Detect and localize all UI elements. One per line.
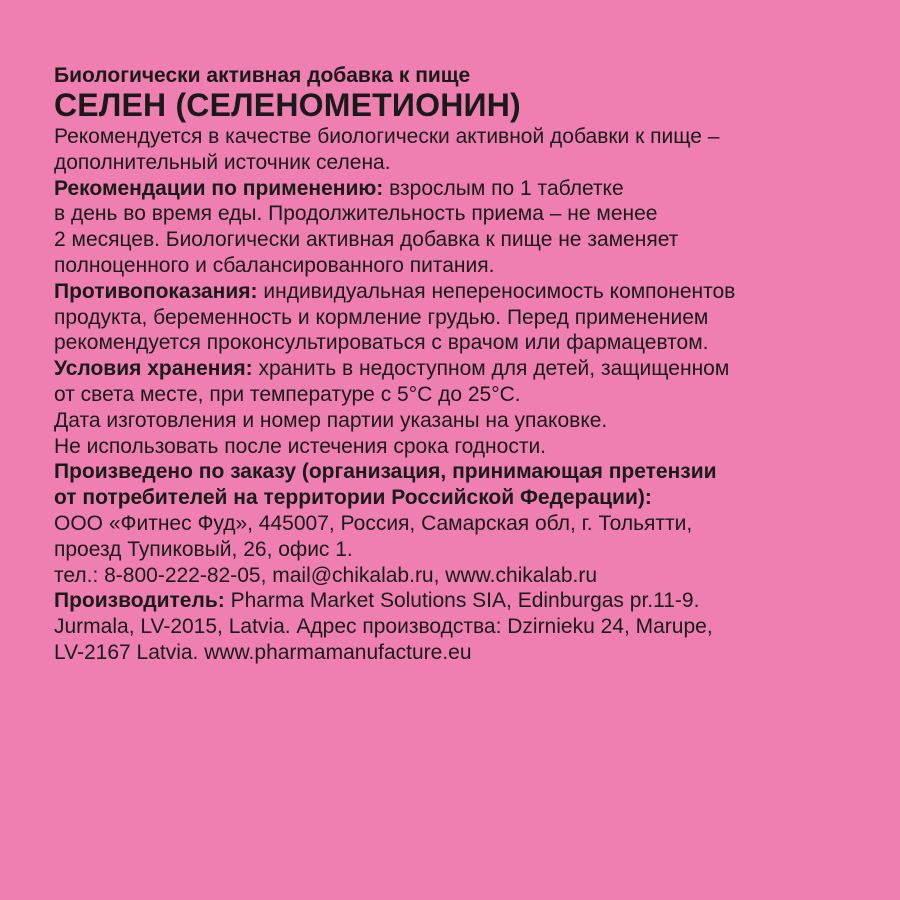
product-title: СЕЛЕН (СЕЛЕНОМЕТИОНИН) — [54, 87, 521, 123]
storage-text: хранить в недоступном для детей, защищенном от света месте, при температуре с 5°C до 25°C. — [54, 357, 730, 406]
production-date-text: Дата изготовления и номер партии указаны на упаковке. — [54, 408, 608, 432]
manufacturer-text: Pharma Market Solutions SIA, Edinburgas pr.11-9. Jurmala, LV-2015, Latvia. Адрес производства: Dzirnieku 24, Marupe, LV-2167 Latvia. www.pharmamanufacture.eu — [54, 589, 713, 664]
expiry-text: Не использовать после истечения срока годности. — [54, 434, 547, 458]
usage-section — [54, 176, 884, 279]
contraindications-section — [54, 279, 884, 356]
usage-text: взрослым по 1 таблетке в день во время еды. Продолжительность приема – не менее 2 месяцев. Биологически активная добавка к пище не заменяет полноценного и сбалансированного питания. — [54, 176, 679, 277]
storage-section — [54, 356, 884, 408]
storage-heading: Условия хранения: — [54, 357, 253, 381]
intro-text: Рекомендуется в качестве биологически активной добавки к пище – дополнительный источник селена. — [54, 125, 720, 174]
usage-heading: Рекомендации по применению: — [54, 176, 384, 200]
manufacturer-heading: Производитель: — [54, 589, 225, 613]
label-text-block — [54, 64, 884, 666]
ordered-by-text: ООО «Фитнес Фуд», 445007, Россия, Самарская обл, г. Тольятти, проезд Тупиковый, 26, офис 1. тел.: 8-800-222-82-05, mail@chikalab.ru, www.chikalab.ru — [54, 511, 693, 587]
product-subtitle: Биологически активная добавка к пище — [54, 64, 471, 87]
manufacturer-section — [54, 588, 884, 665]
contraindications-heading: Противопоказания: — [54, 279, 258, 303]
contraindications-text: индивидуальная непереносимость компонентов продукта, беременность и кормление грудью. Перед применением рекомендуется проконсультироваться с врачом или фармацевтом. — [54, 279, 736, 355]
ordered-by-section — [54, 459, 884, 511]
ordered-by-heading: Произведено по заказу (организация, принимающая претензии от потребителей на территории Российской Федерации): — [54, 460, 717, 510]
